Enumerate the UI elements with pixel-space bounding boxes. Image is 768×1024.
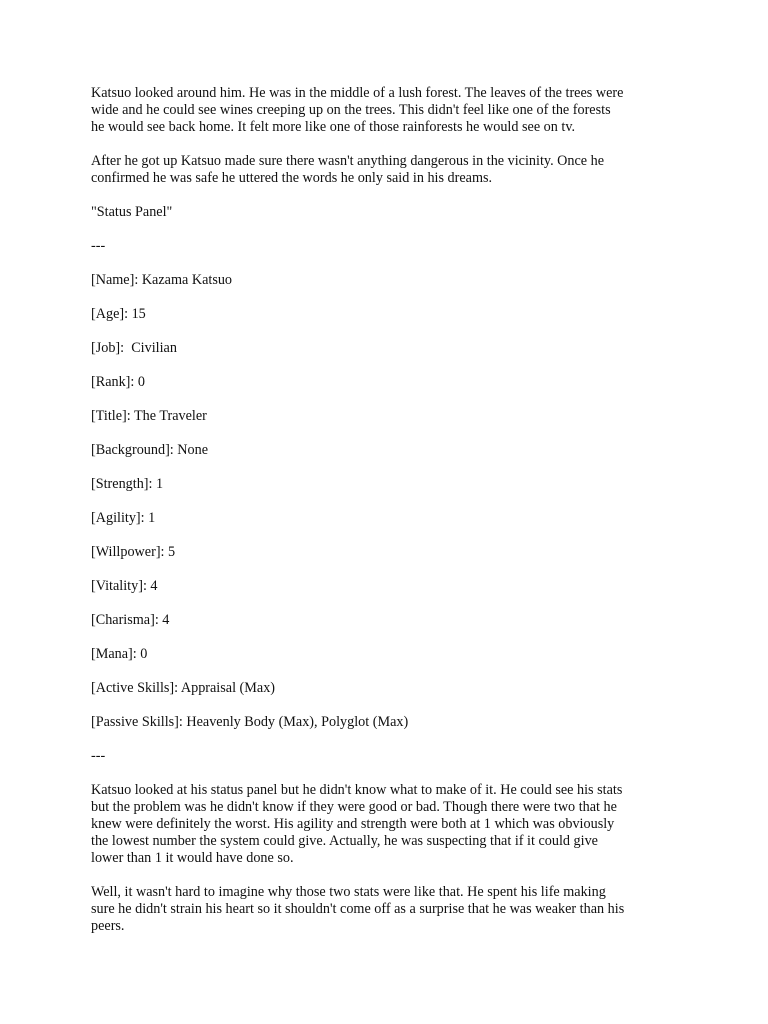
text-line: confirmed he was safe he uttered the words he only said in his dreams. [91, 170, 493, 186]
stat-charisma: [Charisma]: 4 [91, 612, 170, 628]
text-line: the lowest number the system could give. Actually, he was suspecting that if it could give [91, 833, 598, 849]
text-line: Katsuo looked around him. He was in the middle of a lush forest. The leaves of the trees were [91, 85, 624, 101]
text-line: peers. [91, 918, 125, 934]
text-line: sure he didn't strain his heart so it shouldn't come off as a surprise that he was weaker than his [91, 901, 625, 917]
stat-active-skills: [Active Skills]: Appraisal (Max) [91, 680, 276, 696]
status-panel-quote: "Status Panel" [91, 204, 173, 220]
text-line: knew were definitely the worst. His agility and strength were both at 1 which was obviously [91, 816, 615, 832]
text-line: lower than 1 it would have done so. [91, 850, 294, 866]
stat-passive-skills: [Passive Skills]: Heavenly Body (Max), Polyglot (Max) [91, 714, 409, 730]
outro-paragraph-1 [91, 782, 691, 867]
stat-job: [Job]: Civilian [91, 340, 177, 356]
text-line: After he got up Katsuo made sure there wasn't anything dangerous in the vicinity. Once he [91, 153, 605, 169]
stat-strength: [Strength]: 1 [91, 476, 164, 492]
intro-paragraph-2 [91, 153, 691, 187]
outro-paragraph-2 [91, 884, 691, 935]
text-line: he would see back home. It felt more like one of those rainforests he would see on tv. [91, 119, 576, 135]
separator-top: --- [91, 238, 106, 254]
stat-background: [Background]: None [91, 442, 209, 458]
stat-mana: [Mana]: 0 [91, 646, 148, 662]
separator-bottom: --- [91, 748, 106, 764]
status-panel-stats [91, 272, 691, 731]
text-line: Well, it wasn't hard to imagine why those two stats were like that. He spent his life making [91, 884, 606, 900]
intro-paragraph-1 [91, 85, 691, 136]
stat-name: [Name]: Kazama Katsuo [91, 272, 233, 288]
stat-vitality: [Vitality]: 4 [91, 578, 158, 594]
document-page [91, 85, 691, 935]
stat-rank: [Rank]: 0 [91, 374, 145, 390]
text-line: Katsuo looked at his status panel but he didn't know what to make of it. He could see his stats [91, 782, 623, 798]
stat-agility: [Agility]: 1 [91, 510, 156, 526]
stat-title: [Title]: The Traveler [91, 408, 207, 424]
stat-willpower: [Willpower]: 5 [91, 544, 176, 560]
stat-age: [Age]: 15 [91, 306, 146, 322]
text-line: but the problem was he didn't know if they were good or bad. Though there were two that he [91, 799, 617, 815]
text-line: wide and he could see wines creeping up on the trees. This didn't feel like one of the forests [91, 102, 611, 118]
